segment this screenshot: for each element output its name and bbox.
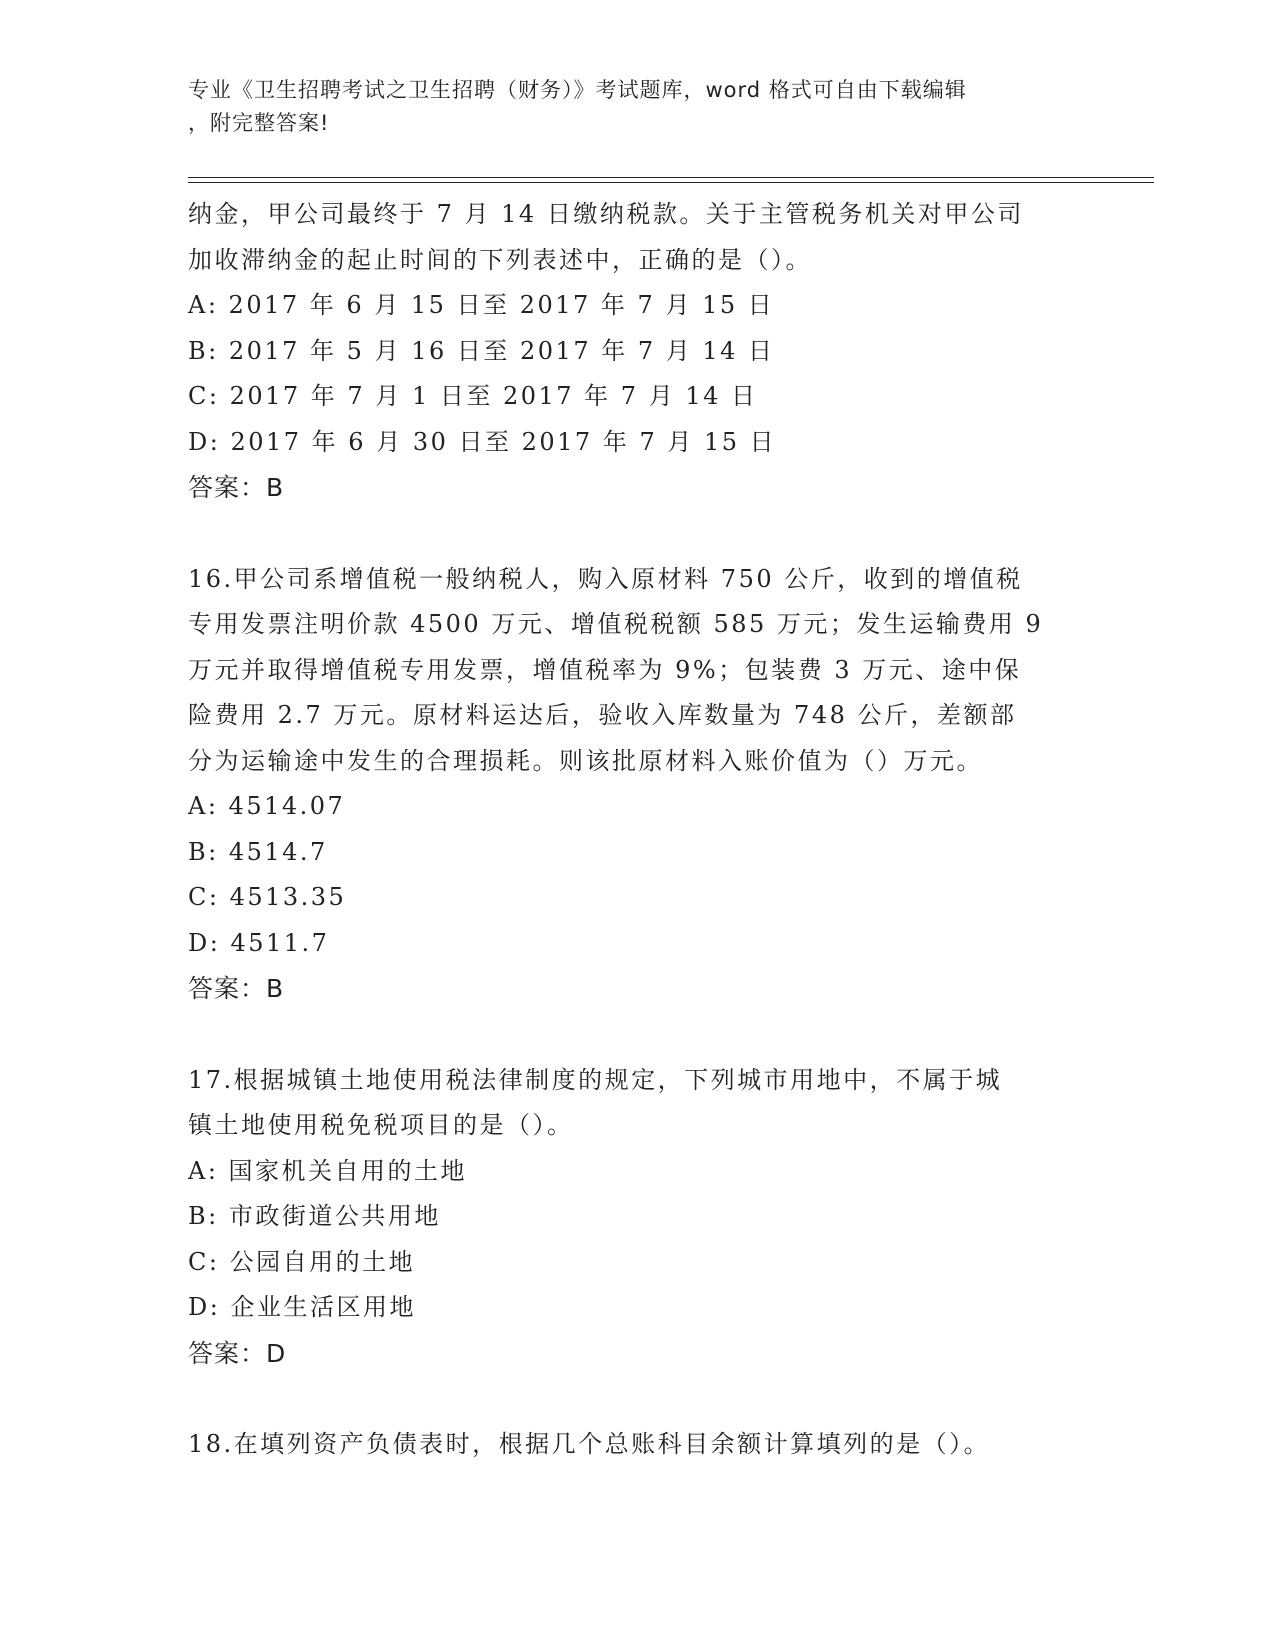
question-list (188, 192, 1088, 1468)
header-subtitle: ，附完整答案! (188, 111, 330, 135)
option-b: B: 2017 年 5 月 16 日至 2017 年 7 月 14 日 (188, 336, 775, 365)
question-text-line: 17.根据城镇土地使用税法律制度的规定，下列城市用地中，不属于城 (188, 1065, 1003, 1094)
header-rule-top (188, 177, 1154, 178)
question-16 (188, 557, 1088, 1012)
question-text-line: 纳金，甲公司最终于 7 月 14 日缴纳税款。关于主管税务机关对甲公司 (188, 200, 1024, 228)
header-rule-bottom (188, 182, 1154, 183)
option-c: C: 4513.35 (188, 883, 347, 911)
option-d: D: 企业生活区用地 (188, 1293, 416, 1321)
question-15 (188, 192, 1088, 511)
question-text-line: 18.在填列资产负债表时，根据几个总账科目余额计算填列的是（）。 (188, 1430, 991, 1458)
question-text-line: 加收滞纳金的起止时间的下列表述中，正确的是（）。 (188, 245, 812, 274)
option-a: A: 4514.07 (188, 792, 346, 820)
question-text-line: 专用发票注明价款 4500 万元、增值税税额 585 万元；发生运输费用 9 (188, 610, 1044, 638)
question-text-line: 万元并取得增值税专用发票，增值税率为 9%；包装费 3 万元、途中保 (188, 655, 1022, 684)
option-a: A: 2017 年 6 月 15 日至 2017 年 7 月 15 日 (188, 291, 775, 319)
spacer (188, 511, 1088, 557)
option-d: D: 4511.7 (188, 928, 330, 957)
header-title: 专业《卫生招聘考试之卫生招聘（财务）》考试题库，word 格式可自由下载编辑 (188, 78, 967, 102)
option-d: D: 2017 年 6 月 30 日至 2017 年 7 月 15 日 (188, 427, 777, 456)
answer-line: 答案：B (188, 974, 285, 1003)
option-a: A: 国家机关自用的土地 (188, 1156, 468, 1185)
spacer (188, 1376, 1088, 1422)
document-header (188, 74, 1088, 140)
option-c: C: 2017 年 7 月 1 日至 2017 年 7 月 14 日 (188, 382, 758, 410)
question-18 (188, 1422, 1088, 1468)
option-b: B: 市政街道公共用地 (188, 1202, 441, 1230)
question-text-line: 16.甲公司系增值税一般纳税人，购入原材料 750 公斤，收到的增值税 (188, 564, 1023, 593)
spacer (188, 1012, 1088, 1058)
answer-line: 答案：B (188, 473, 285, 502)
question-text-line: 险费用 2.7 万元。原材料运达后，验收入库数量为 748 公斤，差额部 (188, 701, 1017, 729)
option-c: C: 公园自用的土地 (188, 1247, 416, 1276)
question-text-line: 镇土地使用税免税项目的是（）。 (188, 1111, 574, 1139)
question-17 (188, 1058, 1088, 1377)
answer-line: 答案：D (188, 1338, 287, 1368)
question-text-line: 分为运输途中发生的合理损耗。则该批原材料入账价值为（）万元。 (188, 746, 983, 775)
option-b: B: 4514.7 (188, 837, 328, 866)
